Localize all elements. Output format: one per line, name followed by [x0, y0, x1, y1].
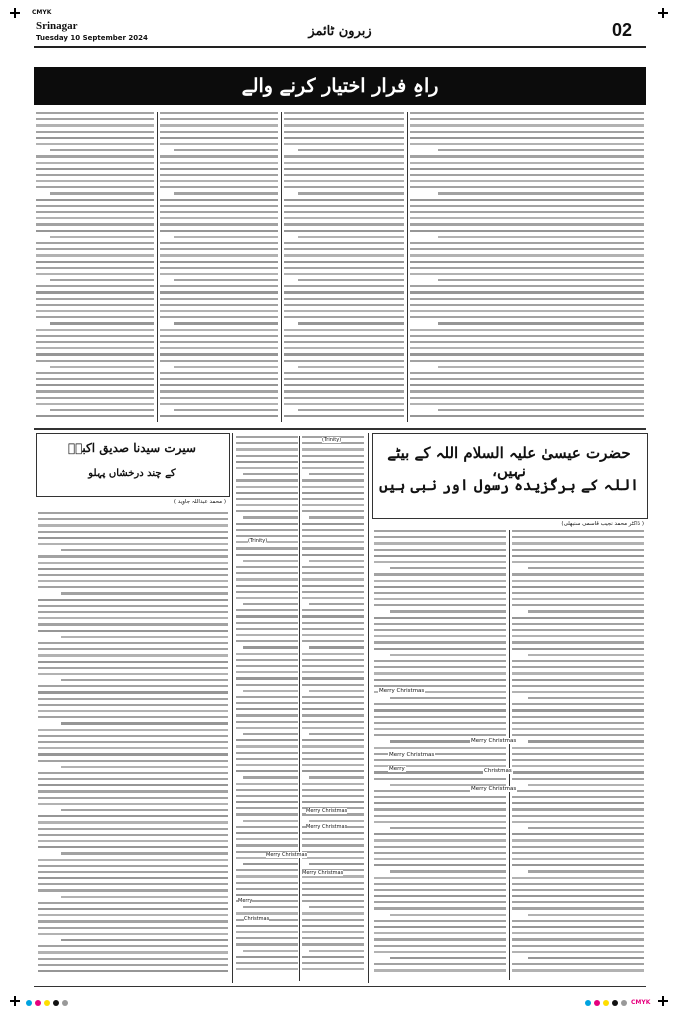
bottom-left-column [38, 512, 228, 982]
merry-christmas-label-1: Merry Christmas [379, 688, 425, 694]
merry-christmas-middle-4: Merry Christmas [302, 870, 344, 876]
registration-mark-bottom-right [658, 996, 668, 1006]
trinity-label-1: (Trinity) [322, 437, 342, 443]
bottom-middle-column-divider [299, 436, 300, 981]
section-separator [34, 428, 646, 430]
masthead-rule [34, 46, 646, 48]
color-bar-right [585, 1000, 627, 1006]
masthead-paper-name: زبرون ٹائمز [308, 24, 372, 39]
registration-mark-bottom-left [10, 996, 20, 1006]
merry-christmas-label-4: Merry Christmas [471, 786, 517, 792]
merry-christmas-label-2: Merry Christmas [471, 738, 517, 744]
top-column-3 [284, 112, 404, 424]
cmyk-label-bottom: CMYK [631, 999, 651, 1006]
merry-label: Merry [389, 766, 405, 772]
masthead-page-number: 02 [612, 20, 633, 40]
registration-mark-top-right [658, 8, 668, 18]
top-headline: راہِ فرار اختیار کرنے والے [241, 75, 439, 97]
cmyk-label-top: CMYK [32, 9, 52, 16]
merry-christmas-label-3: Merry Christmas [389, 752, 435, 758]
christmas-middle: Christmas [244, 916, 270, 922]
trinity-label-2: (Trinity) [248, 538, 268, 544]
bottom-middle-column-2 [302, 436, 364, 981]
bottom-middle-right-divider [368, 433, 369, 983]
masthead-city: Srinagar [36, 20, 78, 32]
top-column-divider-2 [281, 112, 282, 422]
bottom-left-right-divider [232, 433, 233, 983]
color-bar-left [26, 1000, 68, 1006]
top-column-divider-3 [407, 112, 408, 422]
merry-christmas-middle-1: Merry Christmas [306, 808, 348, 814]
bottom-rule [34, 986, 646, 987]
masthead-date: Tuesday 10 September 2024 [36, 34, 148, 42]
bottom-left-byline: ( محمد عبداللہ جاوید ) [173, 499, 226, 505]
bottom-right-column-2 [512, 530, 644, 980]
bottom-right-headline-2: اللہ کے برگزیدہ رسول اور نبی ہیں [379, 476, 639, 494]
top-column-4 [410, 112, 644, 424]
merry-middle: Merry [238, 898, 253, 904]
bottom-right-headline-1: حضرت عیسیٰ علیہ السلام اللہ کے بیٹے نہیں، [387, 444, 631, 480]
merry-christmas-middle-2: Merry Christmas [306, 824, 348, 830]
registration-mark-top-left [10, 8, 20, 18]
bottom-left-headline-2: کے چند درخشاں پہلو [88, 468, 176, 479]
merry-christmas-middle-3: Merry Christmas [266, 852, 308, 858]
bottom-left-headline-1: سیرت سیدنا صدیق اکبرؓ [67, 441, 196, 455]
top-column-1 [36, 112, 154, 424]
top-column-2 [160, 112, 278, 424]
bottom-right-column-divider [509, 530, 510, 980]
bottom-right-byline: ( ڈاکٹر محمد نجیب قاسمی سنبھلی) [561, 521, 644, 527]
top-column-divider-1 [157, 112, 158, 422]
christmas-label: Christmas [484, 768, 512, 774]
